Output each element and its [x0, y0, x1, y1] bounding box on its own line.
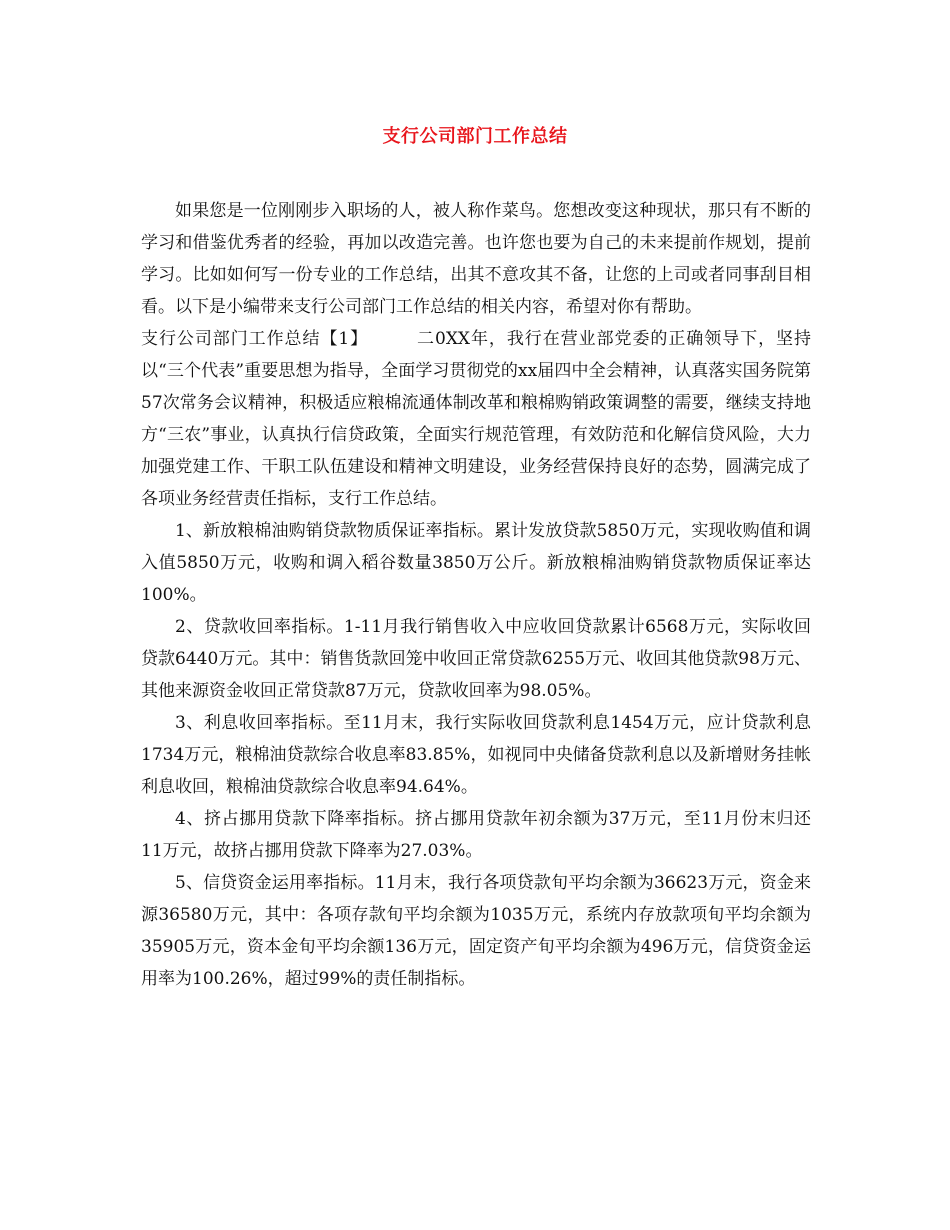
list-item: 4、挤占挪用贷款下降率指标。挤占挪用贷款年初余额为37万元，至11月份末归还11万元，故挤占挪用贷款下降率为27.03%。	[141, 809, 811, 861]
section-paragraph	[141, 323, 811, 515]
list-item: 2、贷款收回率指标。1-11月我行销售收入中应收回贷款累计6568万元，实际收回贷款6440万元。其中：销售货款回笼中收回正常贷款6255万元、收回其他贷款98万元、其他来源资金收回正常贷款87万元，贷款收回率为98.05%。	[141, 617, 811, 701]
document-body	[141, 195, 811, 995]
document-title: 支行公司部门工作总结	[382, 126, 568, 147]
list-item: 1、新放粮棉油购销贷款物质保证率指标。累计发放贷款5850万元，实现收购值和调入值5850万元，收购和调入稻谷数量3850万公斤。新放粮棉油购销贷款物质保证率达100%。	[141, 521, 811, 605]
section-heading: 支行公司部门工作总结【1】	[141, 329, 369, 349]
section-body: 二0XX年，我行在营业部党委的正确领导下，坚持以“三个代表”重要思想为指导，全面学习贯彻党的xx届四中全会精神，认真落实国务院第57次常务会议精神，积极适应粮棉流通体制改革和粮棉购销政策调整的需要，继续支持地方“三农”事业，认真执行信贷政策，全面实行规范管理，有效防范和化解信贷风险，大力加强党建工作、干职工队伍建设和精神文明建设，业务经营保持良好的态势，圆满完成了各项业务经营责任指标，支行工作总结。	[141, 329, 811, 509]
intro-paragraph: 如果您是一位刚刚步入职场的人，被人称作菜鸟。您想改变这种现状，那只有不断的学习和借鉴优秀者的经验，再加以改造完善。也许您也要为自己的未来提前作规划，提前学习。比如如何写一份专业的工作总结，出其不意攻其不备，让您的上司或者同事刮目相看。以下是小编带来支行公司部门工作总结的相关内容，希望对你有帮助。	[141, 201, 811, 317]
list-item: 5、信贷资金运用率指标。11月末，我行各项贷款旬平均余额为36623万元，资金来源36580万元，其中：各项存款旬平均余额为1035万元，系统内存放款项旬平均余额为35905万元，资本金旬平均余额136万元，固定资产旬平均余额为496万元，信贷资金运用率为100.26%，超过99%的责任制指标。	[141, 873, 811, 989]
list-item: 3、利息收回率指标。至11月末，我行实际收回贷款利息1454万元，应计贷款利息1734万元，粮棉油贷款综合收息率83.85%，如视同中央储备贷款利息以及新增财务挂帐利息收回，粮棉油贷款综合收息率94.64%。	[141, 713, 811, 797]
